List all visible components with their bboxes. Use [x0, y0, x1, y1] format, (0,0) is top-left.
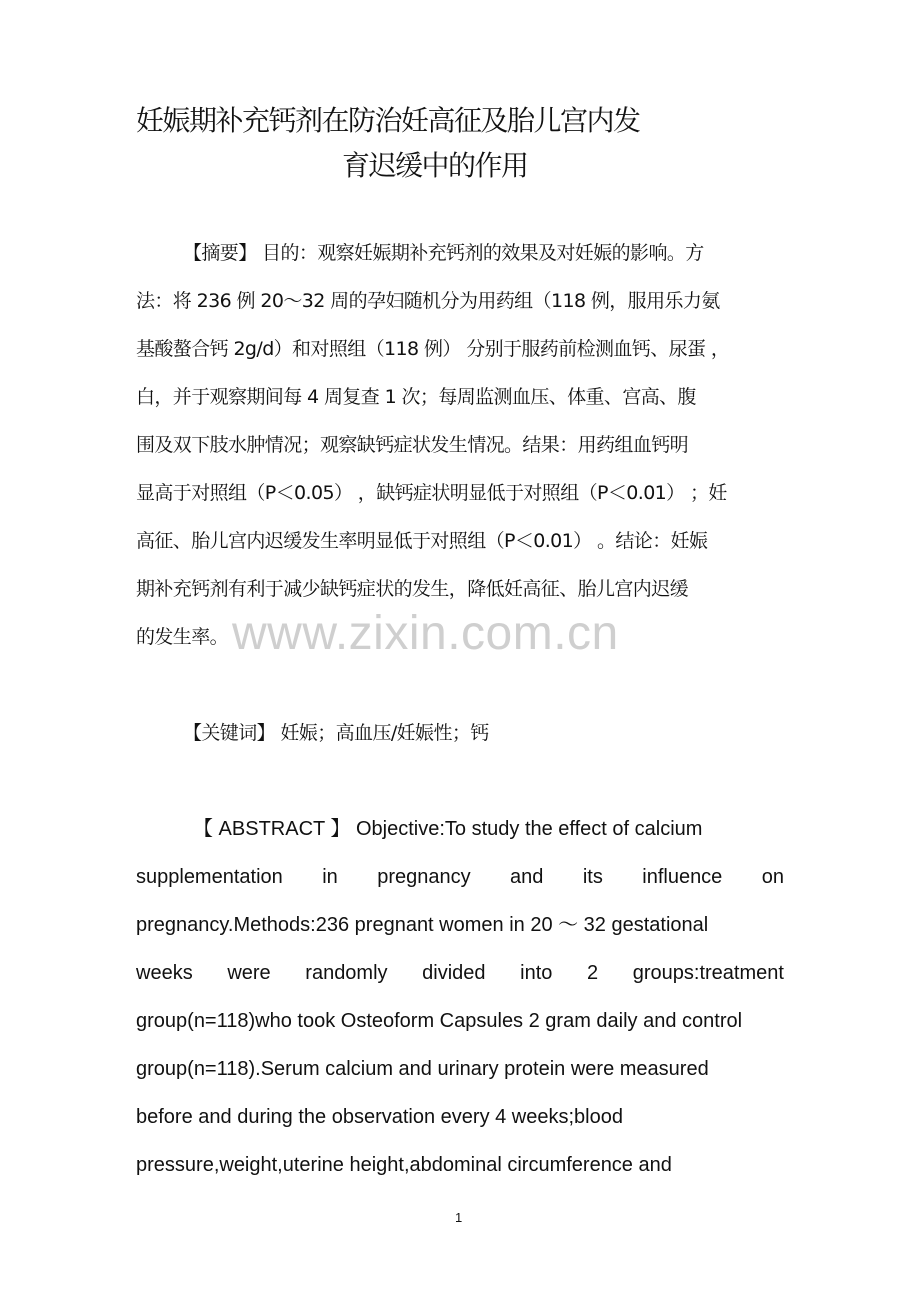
abstract-cn-line: 基酸螯合钙 2g/d）和对照组（118 例） 分别于服药前检测血钙、尿蛋 ， [136, 338, 730, 360]
watermark: www.zixin.com.cn [232, 607, 619, 660]
title-line-2: 育迟缓中的作用 [342, 149, 528, 182]
word: supplementation [136, 866, 283, 888]
keywords: 【关键词】 妊娠；高血压/妊娠性；钙 [183, 722, 489, 744]
word: pregnancy [377, 866, 471, 888]
abstract-en-line-justified [136, 959, 784, 987]
abstract-en-line: group(n=118).Serum calcium and urinary protein were measured [136, 1058, 709, 1080]
abstract-cn-line: 显高于对照组（P＜0.05） ，缺钙症状明显低于对照组（P＜0.01） ；妊 [136, 482, 727, 504]
word: were [227, 962, 271, 984]
abstract-en-line: pregnancy.Methods:236 pregnant women in 20 ～ 32 gestational [136, 914, 709, 936]
page-number: 1 [455, 1210, 463, 1225]
abstract-cn-line: 围及双下肢水肿情况；观察缺钙症状发生情况。结果：用药组血钙明 [136, 434, 689, 456]
title-line-1: 妊娠期补充钙剂在防治妊高征及胎儿宫内发 [136, 104, 640, 137]
word: randomly [305, 962, 388, 984]
abstract-cn-line: 的发生率。 [136, 626, 229, 648]
word: and [510, 866, 544, 888]
abstract-en-line: pressure,weight,uterine height,abdominal circumference and [136, 1154, 672, 1176]
word: groups:treatment [632, 962, 784, 984]
word: its [582, 866, 603, 888]
word: in [322, 866, 338, 888]
word: into [520, 962, 553, 984]
abstract-en-line: 【 ABSTRACT 】 Objective:To study the effect of calcium [193, 818, 703, 840]
abstract-cn-line: 白，并于观察期间每 4 周复查 1 次；每周监测血压、体重、宫高、腹 [136, 386, 696, 408]
word: weeks [136, 962, 193, 984]
word: on [761, 866, 784, 888]
abstract-cn-line: 高征、胎儿宫内迟缓发生率明显低于对照组（P＜0.01） 。结论：妊娠 [136, 530, 708, 552]
abstract-cn-line: 法：将 236 例 20～32 周的孕妇随机分为用药组（118 例，服用乐力氨 [136, 290, 720, 312]
abstract-en-line: group(n=118)who took Osteoform Capsules 2 gram daily and control [136, 1010, 743, 1032]
word: divided [422, 962, 486, 984]
abstract-cn-line: 期补充钙剂有利于减少缺钙症状的发生，降低妊高征、胎儿宫内迟缓 [136, 578, 689, 600]
abstract-en-line-justified [136, 863, 784, 891]
abstract-en-line: before and during the observation every 4 weeks;blood [136, 1106, 623, 1128]
word: influence [642, 866, 723, 888]
abstract-cn-line: 【摘要】 目的：观察妊娠期补充钙剂的效果及对妊娠的影响。方 [183, 242, 704, 264]
word: 2 [587, 962, 599, 984]
